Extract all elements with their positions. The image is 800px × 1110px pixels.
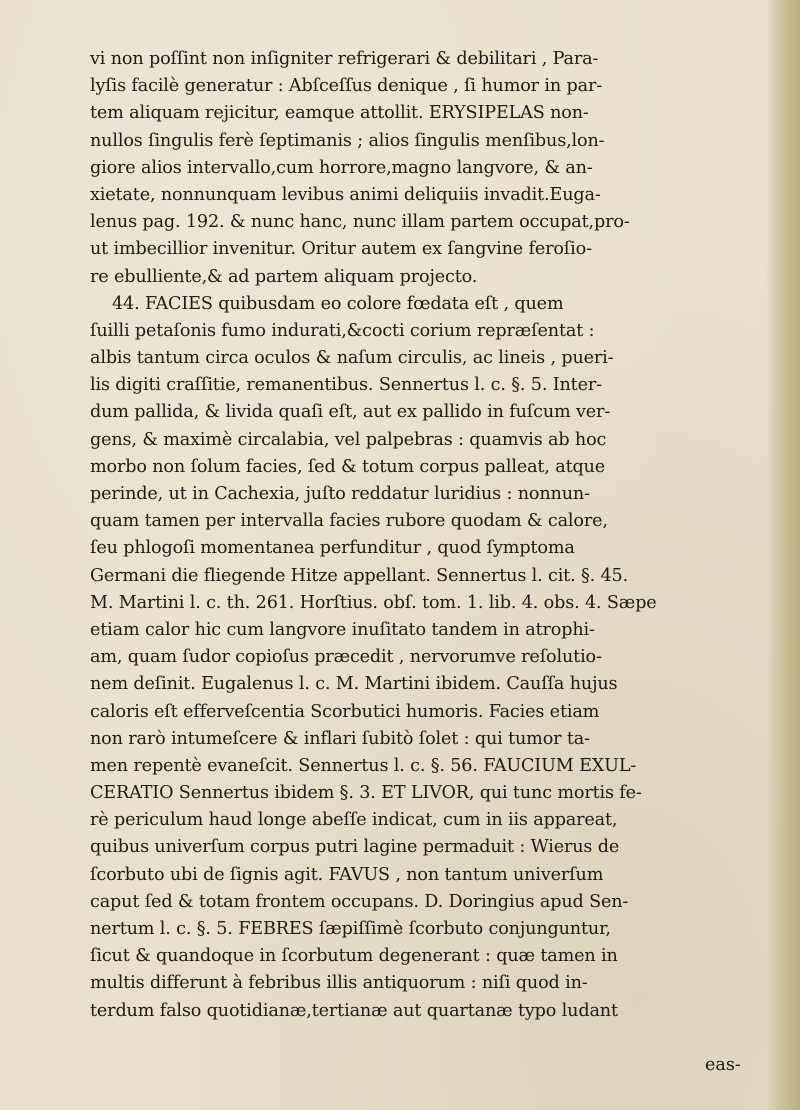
text-line: M. Martini l. c. th. 261. Horſtius. obſ. tom. 1. lib. 4. obs. 4. Sæpe	[90, 592, 657, 613]
text-line: gens, & maximè circalabia, vel palpebras : quamvis ab hoc	[90, 429, 607, 450]
text-line: rè periculum haud longe abeſſe indicat, cum in iis appareat,	[90, 810, 618, 831]
text-line: quam tamen per intervalla facies rubore quodam & calore,	[90, 511, 608, 532]
text-line: albis tantum circa oculos & naſum circulis, ac lineis , pueri-	[90, 348, 614, 369]
text-line: ſcorbuto ubi de ſignis agit. FAVUS , non tantum univerſum	[90, 864, 604, 885]
text-line: nertum l. c. §. 5. FEBRES ſæpiſſimè ſcorbuto conjunguntur,	[90, 919, 611, 939]
text-line: giore alios intervallo,cum horrore,magno langvore, & an-	[90, 157, 593, 178]
text-line: lenus pag. 192. & nunc hanc, nunc illam partem occupat,pro-	[90, 212, 630, 233]
text-line: tem aliquam rejicitur, eamque attollit. ERYSIPELAS non-	[90, 103, 589, 124]
text-line: ſuilli petaſonis fumo indurati,&cocti corium repræſentat :	[90, 320, 595, 341]
text-line: ſeu phlogoſi momentanea perfunditur , quod ſymptoma	[90, 538, 575, 559]
text-line: non rarò intumeſcere & inflari ſubitò ſolet : qui tumor ta-	[90, 728, 590, 749]
text-line: am, quam ſudor copioſus præcedit , nervorumve reſolutio-	[90, 647, 602, 668]
text-line: etiam calor hic cum langvore inuſitato tandem in atrophi-	[90, 619, 595, 640]
text-line: CERATIO Sennertus ibidem §. 3. ET LIVOR, qui tunc mortis fe-	[90, 783, 642, 804]
text-line: morbo non ſolum facies, ſed & totum corpus palleat, atque	[90, 456, 606, 477]
text-line: nem deſinit. Eugalenus l. c. M. Martini ibidem. Cauſſa hujus	[90, 674, 618, 695]
text-line: re ebulliente,& ad partem aliquam projecto.	[90, 266, 478, 287]
text-line: vi non poſſint non inſigniter refrigerari & debilitari , Para-	[90, 49, 599, 69]
text-line: quibus univerſum corpus putri lagine permaduit : Wierus de	[90, 837, 620, 858]
text-line: perinde, ut in Cachexia, juſto reddatur luridius : nonnun-	[90, 484, 590, 504]
text-line: xietate, nonnunquam levibus animi deliquiis invadit.Euga-	[90, 184, 601, 205]
text-line: lis digiti craſſitie, remanentibus. Sennertus l. c. §. 5. Inter-	[90, 375, 602, 396]
paragraph-start-line: 44. FACIES quibusdam eo colore fœdata eſt , quem	[112, 293, 564, 314]
text-line: caput ſed & totam frontem occupans. D. Doringius apud Sen-	[90, 891, 629, 912]
text-line: nullos ſingulis ferè ſeptimanis ; alios ſingulis menſibus,lon-	[90, 130, 605, 151]
text-line: terdum falso quotidianæ,tertianæ aut quartanæ typo ludant	[90, 1000, 618, 1021]
text-line: multis differunt à febribus illis antiquorum : niſi quod in-	[90, 973, 588, 994]
text-line: caloris eſt efferveſcentia Scorbutici humoris. Facies etiam	[90, 701, 600, 722]
text-line: ut imbecillior invenitur. Oritur autem ex ſangvine feroſio-	[90, 239, 592, 260]
text-line: Germani die fliegende Hitze appellant. Sennertus l. cit. §. 45.	[90, 565, 629, 586]
text-line: ſicut & quandoque in ſcorbutum degenerant : quæ tamen in	[90, 946, 618, 967]
catchword: eas-	[705, 1055, 741, 1075]
text-line: lyſis facilè generatur : Abſceſſus denique , ſi humor in par-	[90, 76, 602, 97]
page-edge-shadow	[766, 0, 800, 1110]
body-text	[90, 46, 750, 1025]
text-line: men repentè evaneſcit. Sennertus l. c. §. 56. FAUCIUM EXUL-	[90, 755, 637, 776]
text-line: dum pallida, & livida quaſi eſt, aut ex pallido in fuſcum ver-	[90, 402, 611, 423]
